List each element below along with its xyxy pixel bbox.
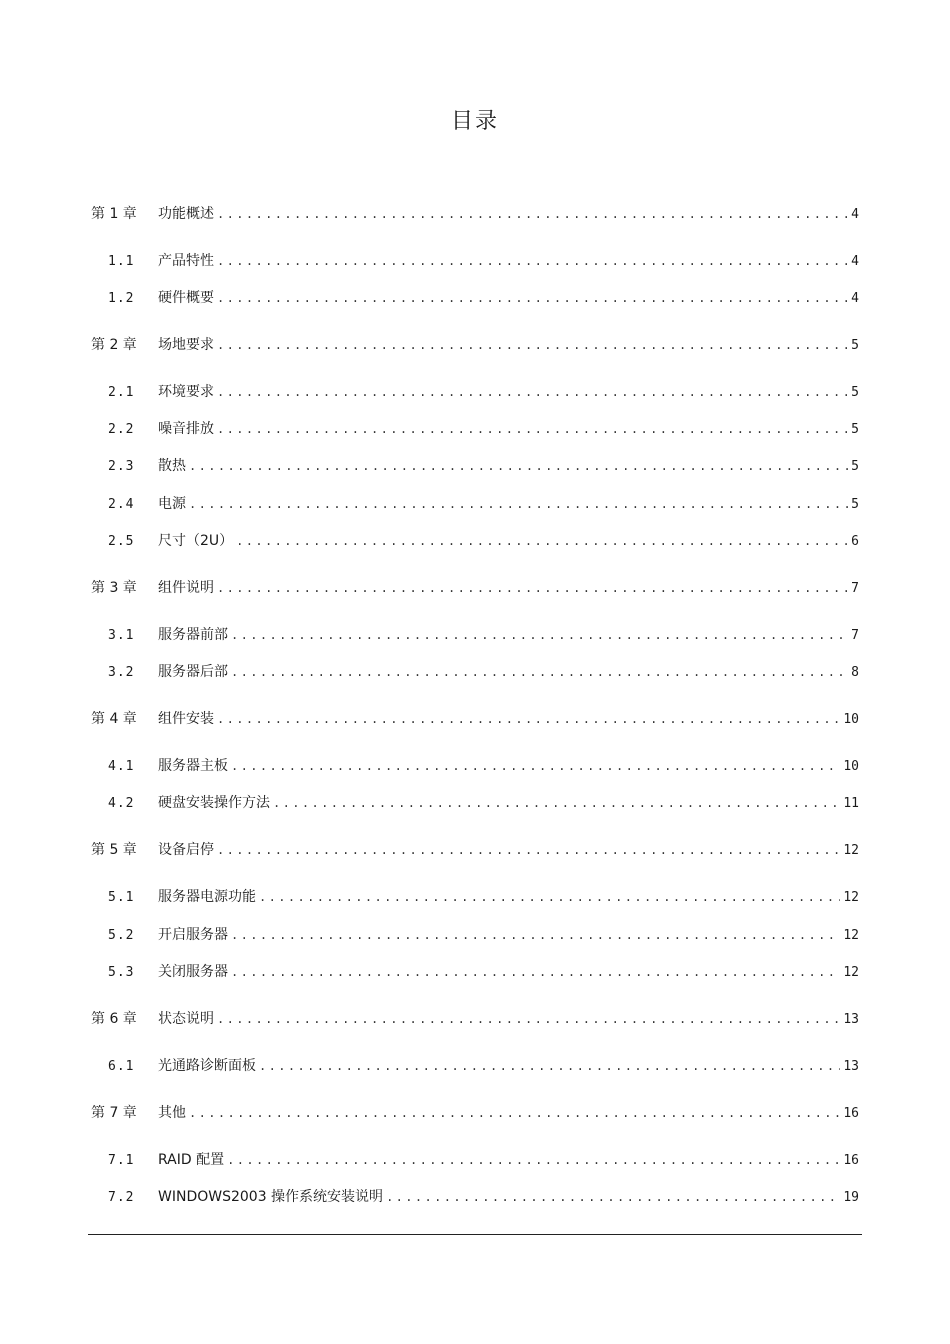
toc-entry-section-2-3[interactable] xyxy=(91,456,859,476)
toc-entry-number: 3.2 xyxy=(108,665,135,680)
toc-entry-page: 5 xyxy=(851,497,859,512)
toc-entry-number: 第 3 章 xyxy=(91,580,137,596)
toc-dot-leader xyxy=(189,456,848,476)
toc-entry-chapter-3[interactable] xyxy=(91,578,859,598)
toc-entry-number: 第 4 章 xyxy=(91,711,137,727)
toc-dot-leader xyxy=(189,494,848,514)
toc-entry-number: 5.2 xyxy=(108,928,135,943)
footer-divider xyxy=(88,1234,862,1235)
toc-entry-page: 12 xyxy=(843,928,859,943)
toc-entry-title: 场地要求 xyxy=(158,337,214,353)
toc-entry-number: 第 7 章 xyxy=(91,1105,137,1121)
toc-entry-page: 5 xyxy=(851,338,859,353)
toc-entry-title: 其他 xyxy=(158,1105,186,1121)
toc-entry-number: 4.1 xyxy=(108,759,135,774)
toc-dot-leader xyxy=(386,1187,840,1207)
toc-entry-title: 组件安装 xyxy=(158,711,214,727)
toc-entry-section-5-2[interactable] xyxy=(91,925,859,945)
toc-entry-number: 7.1 xyxy=(108,1153,135,1168)
toc-dot-leader xyxy=(217,335,848,355)
toc-entry-title: 功能概述 xyxy=(158,206,214,222)
toc-entry-number: 2.3 xyxy=(108,459,135,474)
toc-dot-leader xyxy=(227,1150,840,1170)
toc-dot-leader xyxy=(231,756,840,776)
toc-entry-title: 服务器电源功能 xyxy=(158,889,256,905)
toc-entry-page: 13 xyxy=(843,1059,859,1074)
toc-entry-section-2-2[interactable] xyxy=(91,419,859,439)
toc-entry-title: 关闭服务器 xyxy=(158,964,228,980)
toc-entry-number: 5.1 xyxy=(108,890,135,905)
toc-entry-number: 2.2 xyxy=(108,422,135,437)
toc-dot-leader xyxy=(231,625,848,645)
toc-entry-section-3-1[interactable] xyxy=(91,625,859,645)
toc-entry-title: 设备启停 xyxy=(158,842,214,858)
toc-entry-section-2-1[interactable] xyxy=(91,382,859,402)
toc-entry-section-7-1[interactable] xyxy=(91,1150,859,1170)
toc-entry-page: 12 xyxy=(843,843,859,858)
toc-entry-number: 第 1 章 xyxy=(91,206,137,222)
toc-entry-page: 7 xyxy=(851,581,859,596)
toc-entry-page: 19 xyxy=(843,1190,859,1205)
toc-entry-title: 产品特性 xyxy=(158,253,214,269)
toc-entry-page: 5 xyxy=(851,422,859,437)
toc-entry-number: 1.2 xyxy=(108,291,135,306)
toc-entry-chapter-5[interactable] xyxy=(91,840,859,860)
toc-entry-section-3-2[interactable] xyxy=(91,662,859,682)
toc-entry-number: 第 2 章 xyxy=(91,337,137,353)
toc-entry-section-7-2[interactable] xyxy=(91,1187,859,1207)
toc-entry-number: 第 5 章 xyxy=(91,842,137,858)
toc-entry-number: 2.5 xyxy=(108,534,135,549)
toc-entry-page: 5 xyxy=(851,459,859,474)
toc-dot-leader xyxy=(217,251,848,271)
toc-entry-page: 13 xyxy=(843,1012,859,1027)
toc-entry-title: 噪音排放 xyxy=(158,421,214,437)
toc-entry-title: RAID 配置 xyxy=(158,1152,225,1168)
toc-entry-number: 第 6 章 xyxy=(91,1011,137,1027)
toc-entry-page: 4 xyxy=(851,207,859,222)
toc-dot-leader xyxy=(231,962,840,982)
toc-entry-page: 5 xyxy=(851,385,859,400)
toc-entry-page: 10 xyxy=(843,759,859,774)
toc-entry-number: 2.4 xyxy=(108,497,135,512)
toc-entry-title: 硬件概要 xyxy=(158,290,214,306)
toc-dot-leader xyxy=(217,382,848,402)
toc-entry-section-5-1[interactable] xyxy=(91,887,859,907)
toc-entry-section-1-1[interactable] xyxy=(91,251,859,271)
toc-entry-section-1-2[interactable] xyxy=(91,288,859,308)
toc-entry-title: 组件说明 xyxy=(158,580,214,596)
toc-entry-number: 1.1 xyxy=(108,254,135,269)
toc-entry-title: 服务器主板 xyxy=(158,758,228,774)
toc-dot-leader xyxy=(217,578,848,598)
toc-entry-number: 5.3 xyxy=(108,965,135,980)
toc-dot-leader xyxy=(231,925,840,945)
toc-entry-title: 状态说明 xyxy=(158,1011,214,1027)
toc-entry-page: 11 xyxy=(843,796,859,811)
toc-entry-title: 服务器后部 xyxy=(158,664,228,680)
toc-entry-section-2-5[interactable] xyxy=(91,531,859,551)
toc-entry-number: 2.1 xyxy=(108,385,135,400)
toc-entry-page: 12 xyxy=(843,890,859,905)
toc-entry-section-4-2[interactable] xyxy=(91,793,859,813)
toc-entry-page: 7 xyxy=(851,628,859,643)
toc-entry-page: 10 xyxy=(843,712,859,727)
toc-entry-chapter-2[interactable] xyxy=(91,335,859,355)
toc-dot-leader xyxy=(259,887,840,907)
toc-dot-leader xyxy=(217,709,840,729)
toc-dot-leader xyxy=(217,840,840,860)
toc-entry-page: 12 xyxy=(843,965,859,980)
toc-entry-page: 4 xyxy=(851,291,859,306)
toc-entry-title: 散热 xyxy=(158,458,186,474)
toc-entry-title: 服务器前部 xyxy=(158,627,228,643)
toc-dot-leader xyxy=(217,419,848,439)
toc-dot-leader xyxy=(231,662,848,682)
toc-entry-title: WINDOWS2003 操作系统安装说明 xyxy=(158,1189,384,1205)
toc-entry-number: 3.1 xyxy=(108,628,135,643)
toc-entry-chapter-4[interactable] xyxy=(91,709,859,729)
toc-entry-page: 16 xyxy=(843,1153,859,1168)
toc-entry-section-6-1[interactable] xyxy=(91,1056,859,1076)
toc-dot-leader xyxy=(217,204,848,224)
toc-entry-page: 8 xyxy=(851,665,859,680)
toc-entry-section-5-3[interactable] xyxy=(91,962,859,982)
toc-entry-section-2-4[interactable] xyxy=(91,494,859,514)
toc-entry-page: 6 xyxy=(851,534,859,549)
toc-entry-chapter-7[interactable] xyxy=(91,1103,859,1123)
toc-entry-page: 16 xyxy=(843,1106,859,1121)
toc-entry-title: 光通路诊断面板 xyxy=(158,1058,256,1074)
toc-entry-number: 7.2 xyxy=(108,1190,135,1205)
toc-entry-title: 开启服务器 xyxy=(158,927,228,943)
toc-dot-leader xyxy=(189,1103,840,1123)
toc-dot-leader xyxy=(236,531,848,551)
toc-entry-chapter-1[interactable] xyxy=(91,204,859,224)
toc-dot-leader xyxy=(273,793,840,813)
toc-entry-section-4-1[interactable] xyxy=(91,756,859,776)
toc-dot-leader xyxy=(217,1009,840,1029)
toc-entry-title: 尺寸（2U） xyxy=(158,533,234,549)
toc-dot-leader xyxy=(259,1056,840,1076)
toc-entry-title: 硬盘安装操作方法 xyxy=(158,795,270,811)
toc-entry-number: 6.1 xyxy=(108,1059,135,1074)
toc-dot-leader xyxy=(217,288,848,308)
toc-entry-chapter-6[interactable] xyxy=(91,1009,859,1029)
toc-entry-title: 电源 xyxy=(158,496,186,512)
toc-entry-page: 4 xyxy=(851,254,859,269)
toc-entry-number: 4.2 xyxy=(108,796,135,811)
toc-entry-title: 环境要求 xyxy=(158,384,214,400)
page-title: 目录 xyxy=(450,109,499,134)
